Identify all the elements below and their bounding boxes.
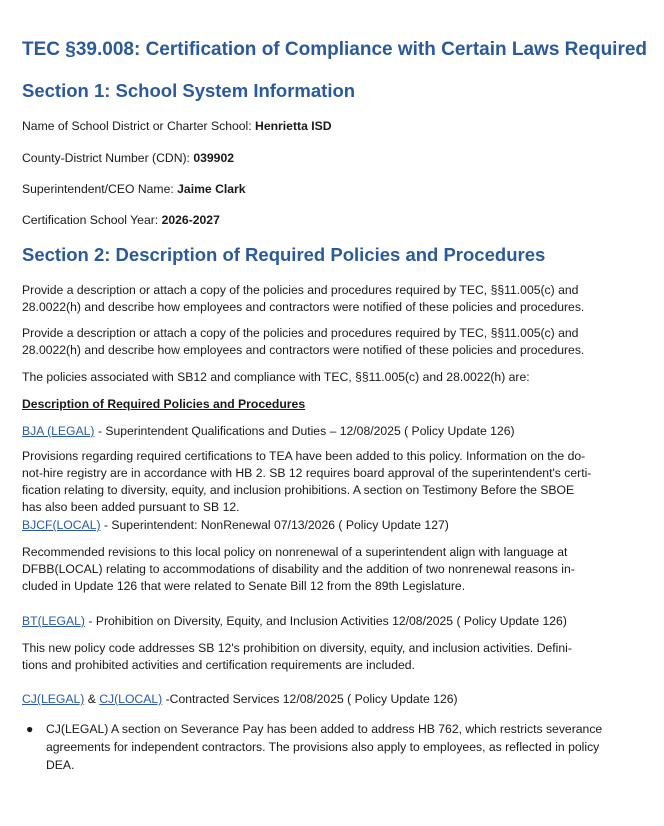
cj-title: -Contracted Services 12/08/2025 ( Policy Update 126) (162, 692, 458, 706)
description-heading-text: Description of Required Policies and Procedures (22, 397, 306, 411)
bja-legal-link[interactable]: BJA (LEGAL) (22, 424, 95, 438)
cj-legal-link[interactable]: CJ(LEGAL) (22, 692, 85, 706)
cj-line (22, 690, 642, 708)
year-label: Certification School Year: (22, 213, 159, 227)
bjcf-local-link[interactable]: BJCF(LOCAL) (22, 518, 101, 532)
bjcf-line (22, 516, 642, 534)
description-heading (22, 395, 642, 413)
superintendent-label: Superintendent/CEO Name: (22, 182, 174, 196)
cdn-value: 039902 (193, 151, 234, 165)
cj-amp: & (84, 692, 100, 706)
bja-desc-line2: not-hire registry are in accordance with HB 2. SB 12 requires board approval of the superintendent's certi- (22, 466, 592, 480)
superintendent-value: Jaime Clark (177, 182, 246, 196)
bt-line (22, 612, 642, 630)
district-value: Henrietta ISD (255, 119, 332, 133)
bt-desc-line1: This new policy code addresses SB 12's prohibition on diversity, equity, and inclusion activities. Defini- (22, 641, 572, 655)
year-line (22, 211, 642, 229)
intro-text: The policies associated with SB12 and compliance with TEC, §§11.005(c) and 28.0022(h) are: (22, 370, 530, 384)
bt-desc-line2: tions and prohibited activities and certification requirements are included. (22, 658, 415, 672)
bullet-dot-icon: ● (26, 722, 34, 736)
bjcf-desc-line2: DFBB(LOCAL) relating to accommodations of disability and the addition of two nonrenewal reasons in- (22, 562, 575, 576)
cj-bullet-line2: agreements for independent contractors. The provisions also apply to employees, as reflected in policy (46, 740, 600, 754)
cj-local-link[interactable]: CJ(LOCAL) (99, 692, 163, 706)
bjcf-title: - Superintendent: NonRenewal 07/13/2026 ( Policy Update 127) (100, 518, 449, 532)
page-title: TEC §39.008: Certification of Compliance with Certain Laws Required (22, 39, 648, 60)
bja-desc-line3: fication relating to diversity, equity, and inclusion prohibitions. A section on Testimony Before the SBOE (22, 483, 575, 497)
district-line (22, 117, 642, 135)
bja-desc-line4: has also been added pursuant to SB 12. (22, 500, 240, 514)
bt-title: - Prohibition on Diversity, Equity, and Inclusion Activities 12/08/2025 ( Policy Update 126) (85, 614, 567, 628)
bja-desc-line1: Provisions regarding required certifications to TEA have been added to this policy. Information on the do- (22, 449, 586, 463)
year-value: 2026-2027 (161, 213, 220, 227)
bjcf-desc-line1: Recommended revisions to this local policy on nonrenewal of a superintendent align with language at (22, 545, 568, 559)
cdn-line (22, 149, 642, 167)
section1-heading: Section 1: School System Information (22, 80, 356, 101)
cj-bullet-line3: DEA. (46, 758, 75, 772)
section2-heading: Section 2: Description of Required Policies and Procedures (22, 244, 546, 265)
cdn-label: County-District Number (CDN): (22, 151, 190, 165)
para1-line1: Provide a description or attach a copy of the policies and procedures required by TEC, §§11.005(c) and (22, 283, 579, 297)
para2-line1: Provide a description or attach a copy of the policies and procedures required by TEC, §§11.005(c) and (22, 326, 579, 340)
bjcf-desc-line3: cluded in Update 126 that were related to Senate Bill 12 from the 89th Legislature. (22, 579, 466, 593)
cj-bullet-line1: CJ(LEGAL) A section on Severance Pay has been added to address HB 762, which restricts severance (46, 722, 603, 736)
bja-title: - Superintendent Qualifications and Duties – 12/08/2025 ( Policy Update 126) (94, 424, 515, 438)
bt-legal-link[interactable]: BT(LEGAL) (22, 614, 85, 628)
bja-line (22, 422, 642, 440)
para1-line2: 28.0022(h) and describe how employees and contractors were notified of these policies and procedures. (22, 300, 585, 314)
cj-bullet-item (26, 720, 626, 774)
para2-line2: 28.0022(h) and describe how employees and contractors were notified of these policies and procedures. (22, 343, 585, 357)
district-label: Name of School District or Charter School: (22, 119, 252, 133)
superintendent-line (22, 180, 642, 198)
